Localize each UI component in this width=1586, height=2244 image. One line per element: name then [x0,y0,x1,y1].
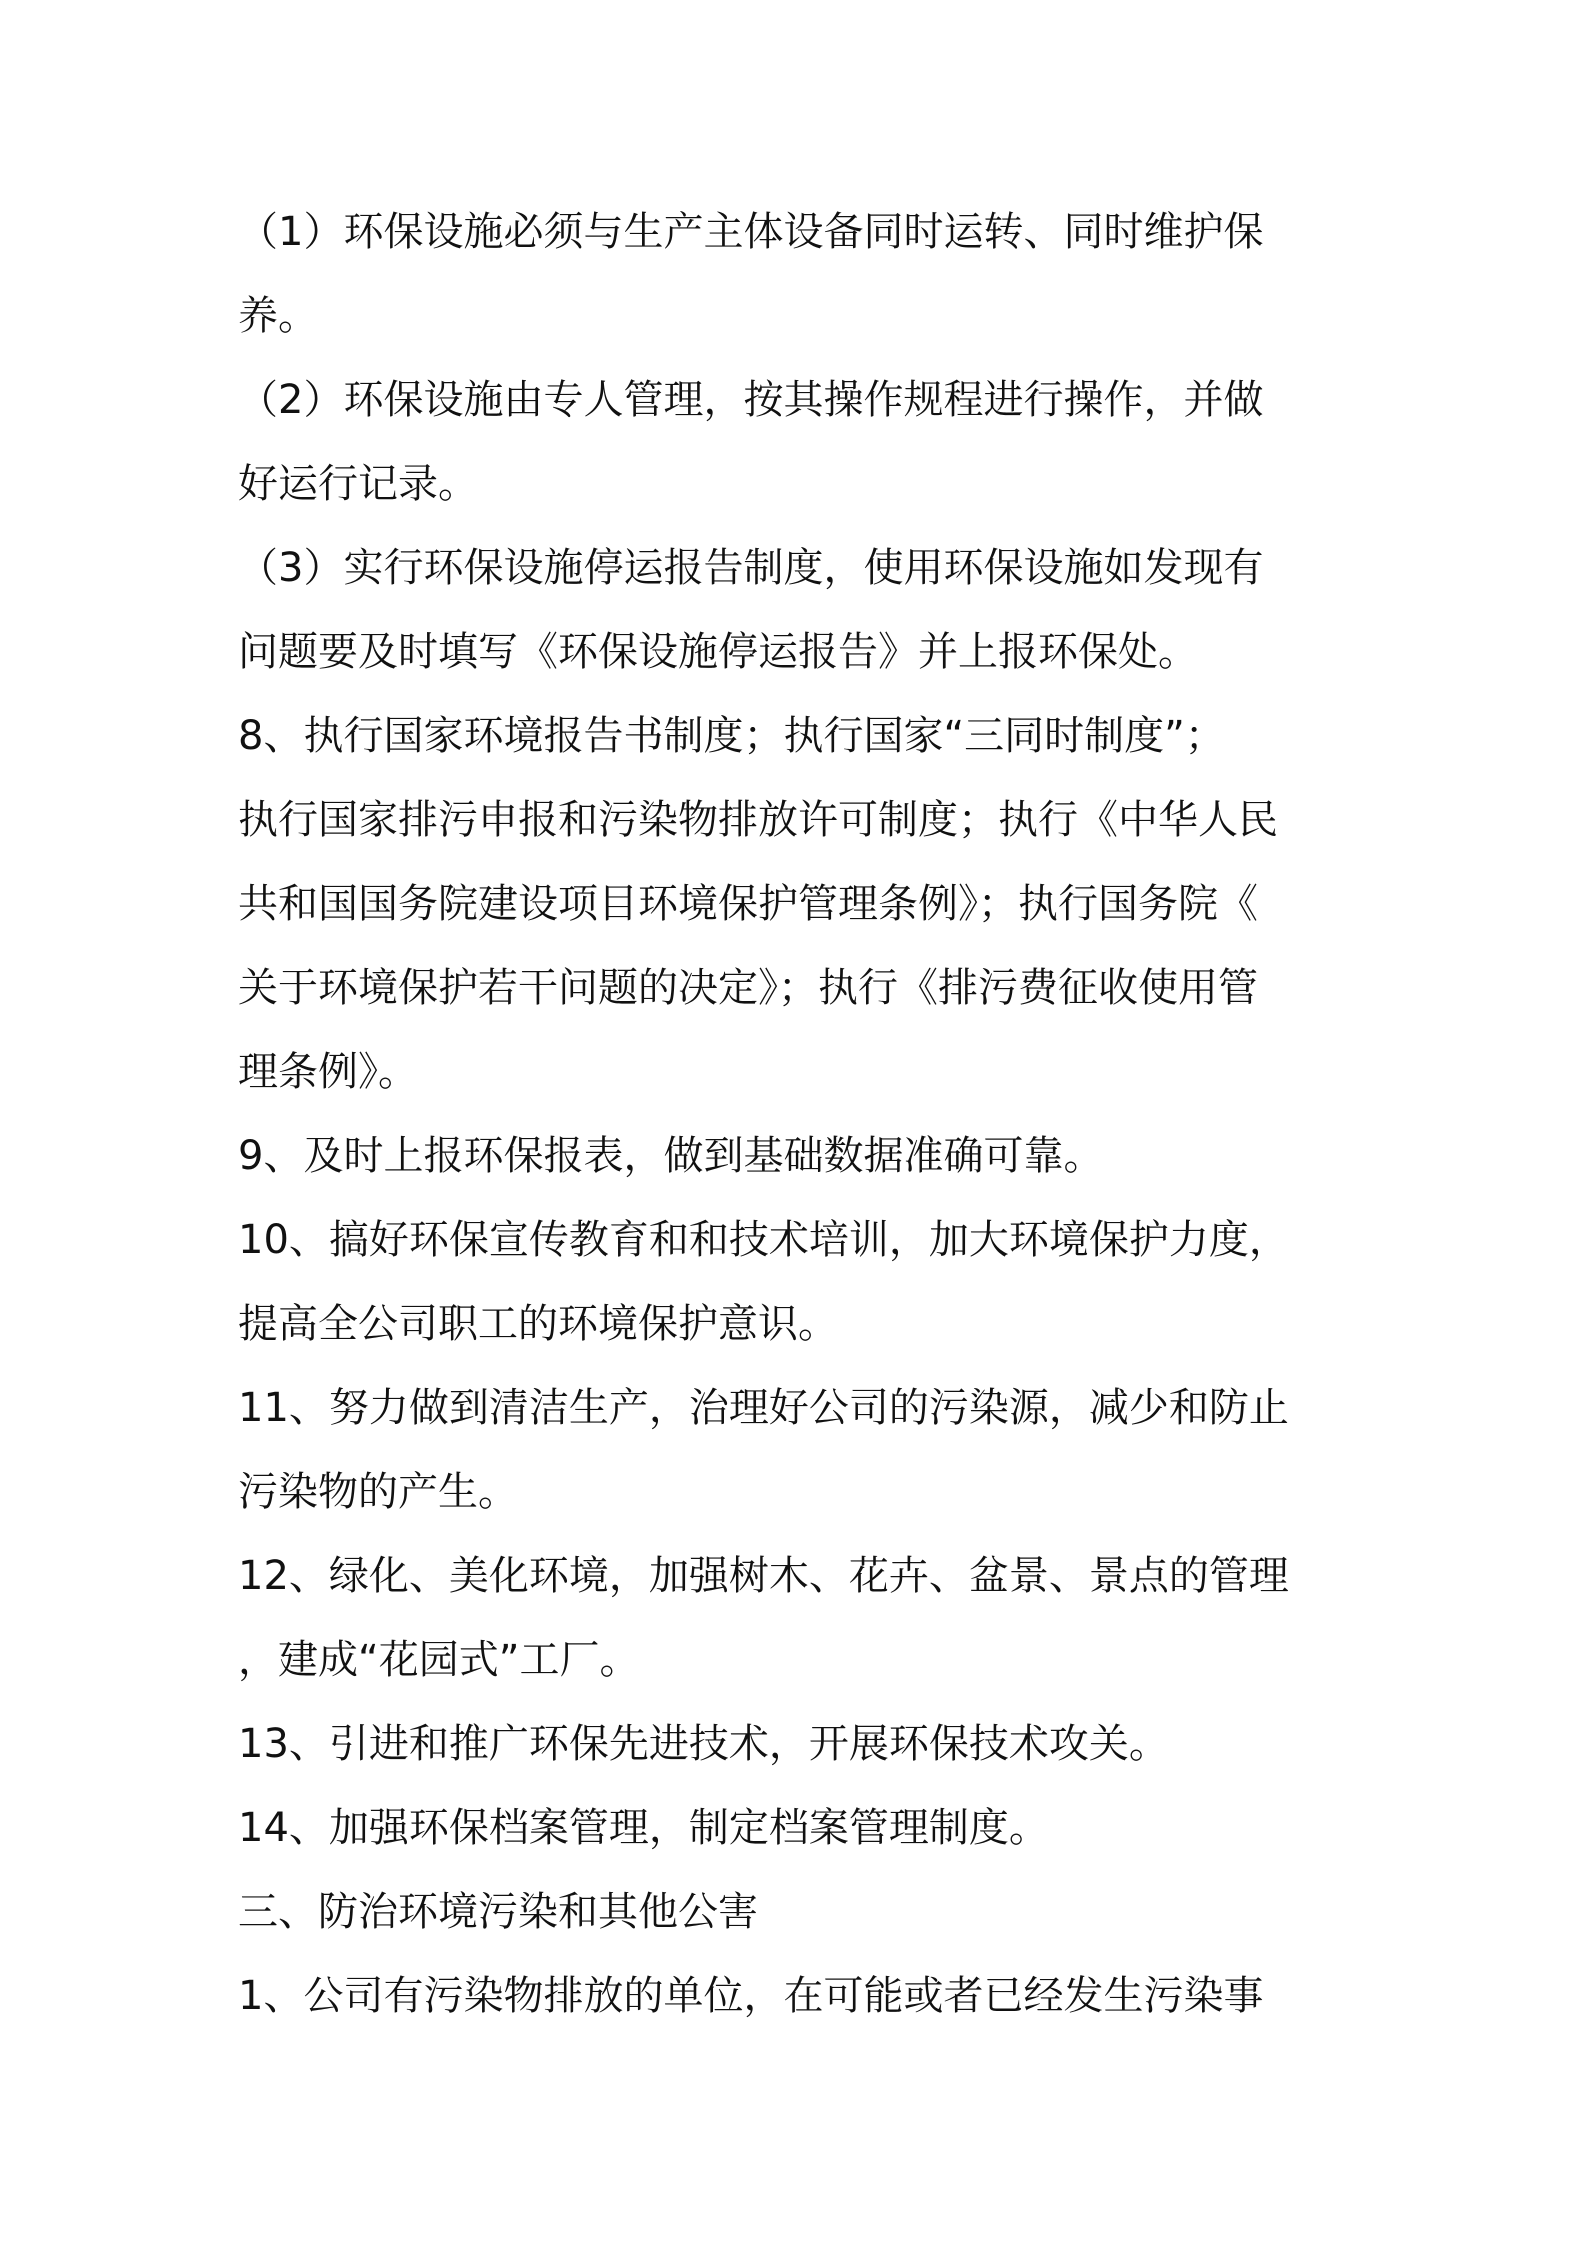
section-heading: 三、防治环境污染和其他公害 [238,1889,758,1935]
text-line: 共和国国务院建设项目环境保护管理条例》；执行国务院《 [238,881,1258,927]
text-line: 养。 [238,293,318,339]
text-line: 提高全公司职工的环境保护意识。 [238,1301,838,1347]
text-line: 10、搞好环保宣传教育和和技术培训，加大环境保护力度， [238,1217,1289,1263]
text-line: ，建成“花园式”工厂。 [238,1637,640,1683]
text-line: （3）实行环保设施停运报告制度，使用环保设施如发现有 [238,545,1264,591]
text-line: 好运行记录。 [238,461,478,507]
text-line: 理条例》。 [238,1049,418,1095]
text-line: 14、加强环保档案管理，制定档案管理制度。 [238,1805,1049,1851]
text-line: 问题要及时填写《环保设施停运报告》并上报环保处。 [238,629,1198,675]
text-line: （2）环保设施由专人管理，按其操作规程进行操作，并做 [238,377,1264,423]
text-line: （1）环保设施必须与生产主体设备同时运转、同时维护保 [238,209,1264,255]
text-line: 13、引进和推广环保先进技术，开展环保技术攻关。 [238,1721,1169,1767]
text-line: 9、及时上报环保报表，做到基础数据准确可靠。 [238,1133,1104,1179]
text-line: 11、努力做到清洁生产，治理好公司的污染源，减少和防止 [238,1385,1289,1431]
text-line: 关于环境保护若干问题的决定》；执行《排污费征收使用管 [238,965,1258,1011]
text-line: 污染物的产生。 [238,1469,518,1515]
text-line: 8、执行国家环境报告书制度；执行国家“三同时制度”； [238,713,1225,759]
text-line: 12、绿化、美化环境，加强树木、花卉、盆景、景点的管理 [238,1553,1289,1599]
text-line: 执行国家排污申报和污染物排放许可制度；执行《中华人民 [238,797,1278,843]
text-line: 1、公司有污染物排放的单位，在可能或者已经发生污染事 [238,1973,1264,2019]
document-body [238,190,1358,2038]
